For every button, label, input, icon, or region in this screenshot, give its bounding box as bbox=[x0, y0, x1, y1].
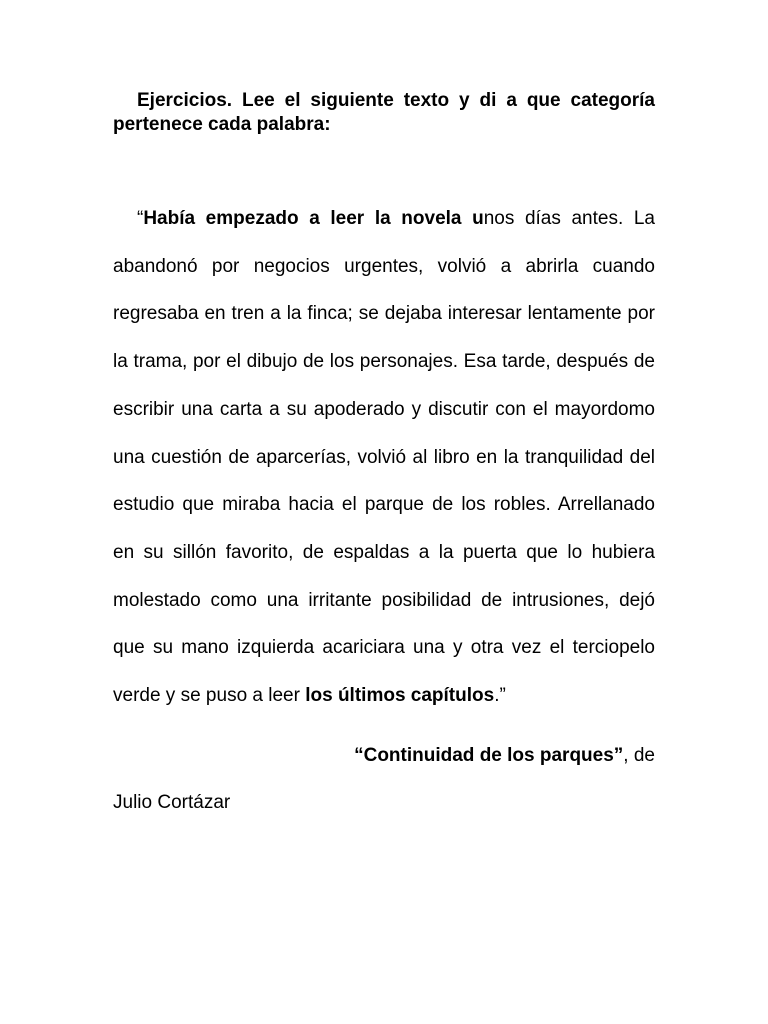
attribution-title-line bbox=[113, 732, 655, 780]
passage-open-quote: “ bbox=[137, 208, 144, 229]
attribution-separator: , de bbox=[623, 744, 655, 766]
author-name: Julio Cortázar bbox=[113, 792, 231, 814]
passage-bold-closing: los últimos capítulos bbox=[305, 685, 495, 707]
attribution bbox=[113, 732, 655, 827]
exercise-heading: Ejercicios. Lee el siguiente texto y di a que categoría pertenece cada palabra: bbox=[113, 90, 655, 135]
passage-close-quote: .” bbox=[494, 685, 506, 707]
passage-bold-opening: Había empezado a leer la novela u bbox=[143, 208, 484, 229]
passage-body: nos días antes. La abandonó por negocios urgentes, volvió a abrirla cuando regresaba en tren a la finca; se dejaba interesar lentamente por la trama, por el dibujo de los personajes. Esa tarde, después de escribir una carta a su apoderado y discutir con el mayordomo una cuestión de aparcerías, volvió al libro en la tranquilidad del estudio que miraba hacia el parque de los robles. Arrellanado en su sillón favorito, de espaldas a la puerta que lo hubiera molestado como una irritante posibilidad de intrusiones, dejó que su mano izquierda acariciara una y otra vez el terciopelo verde y se puso a leer bbox=[113, 208, 655, 707]
literary-passage bbox=[113, 195, 655, 720]
story-title: “Continuidad de los parques” bbox=[354, 744, 624, 766]
